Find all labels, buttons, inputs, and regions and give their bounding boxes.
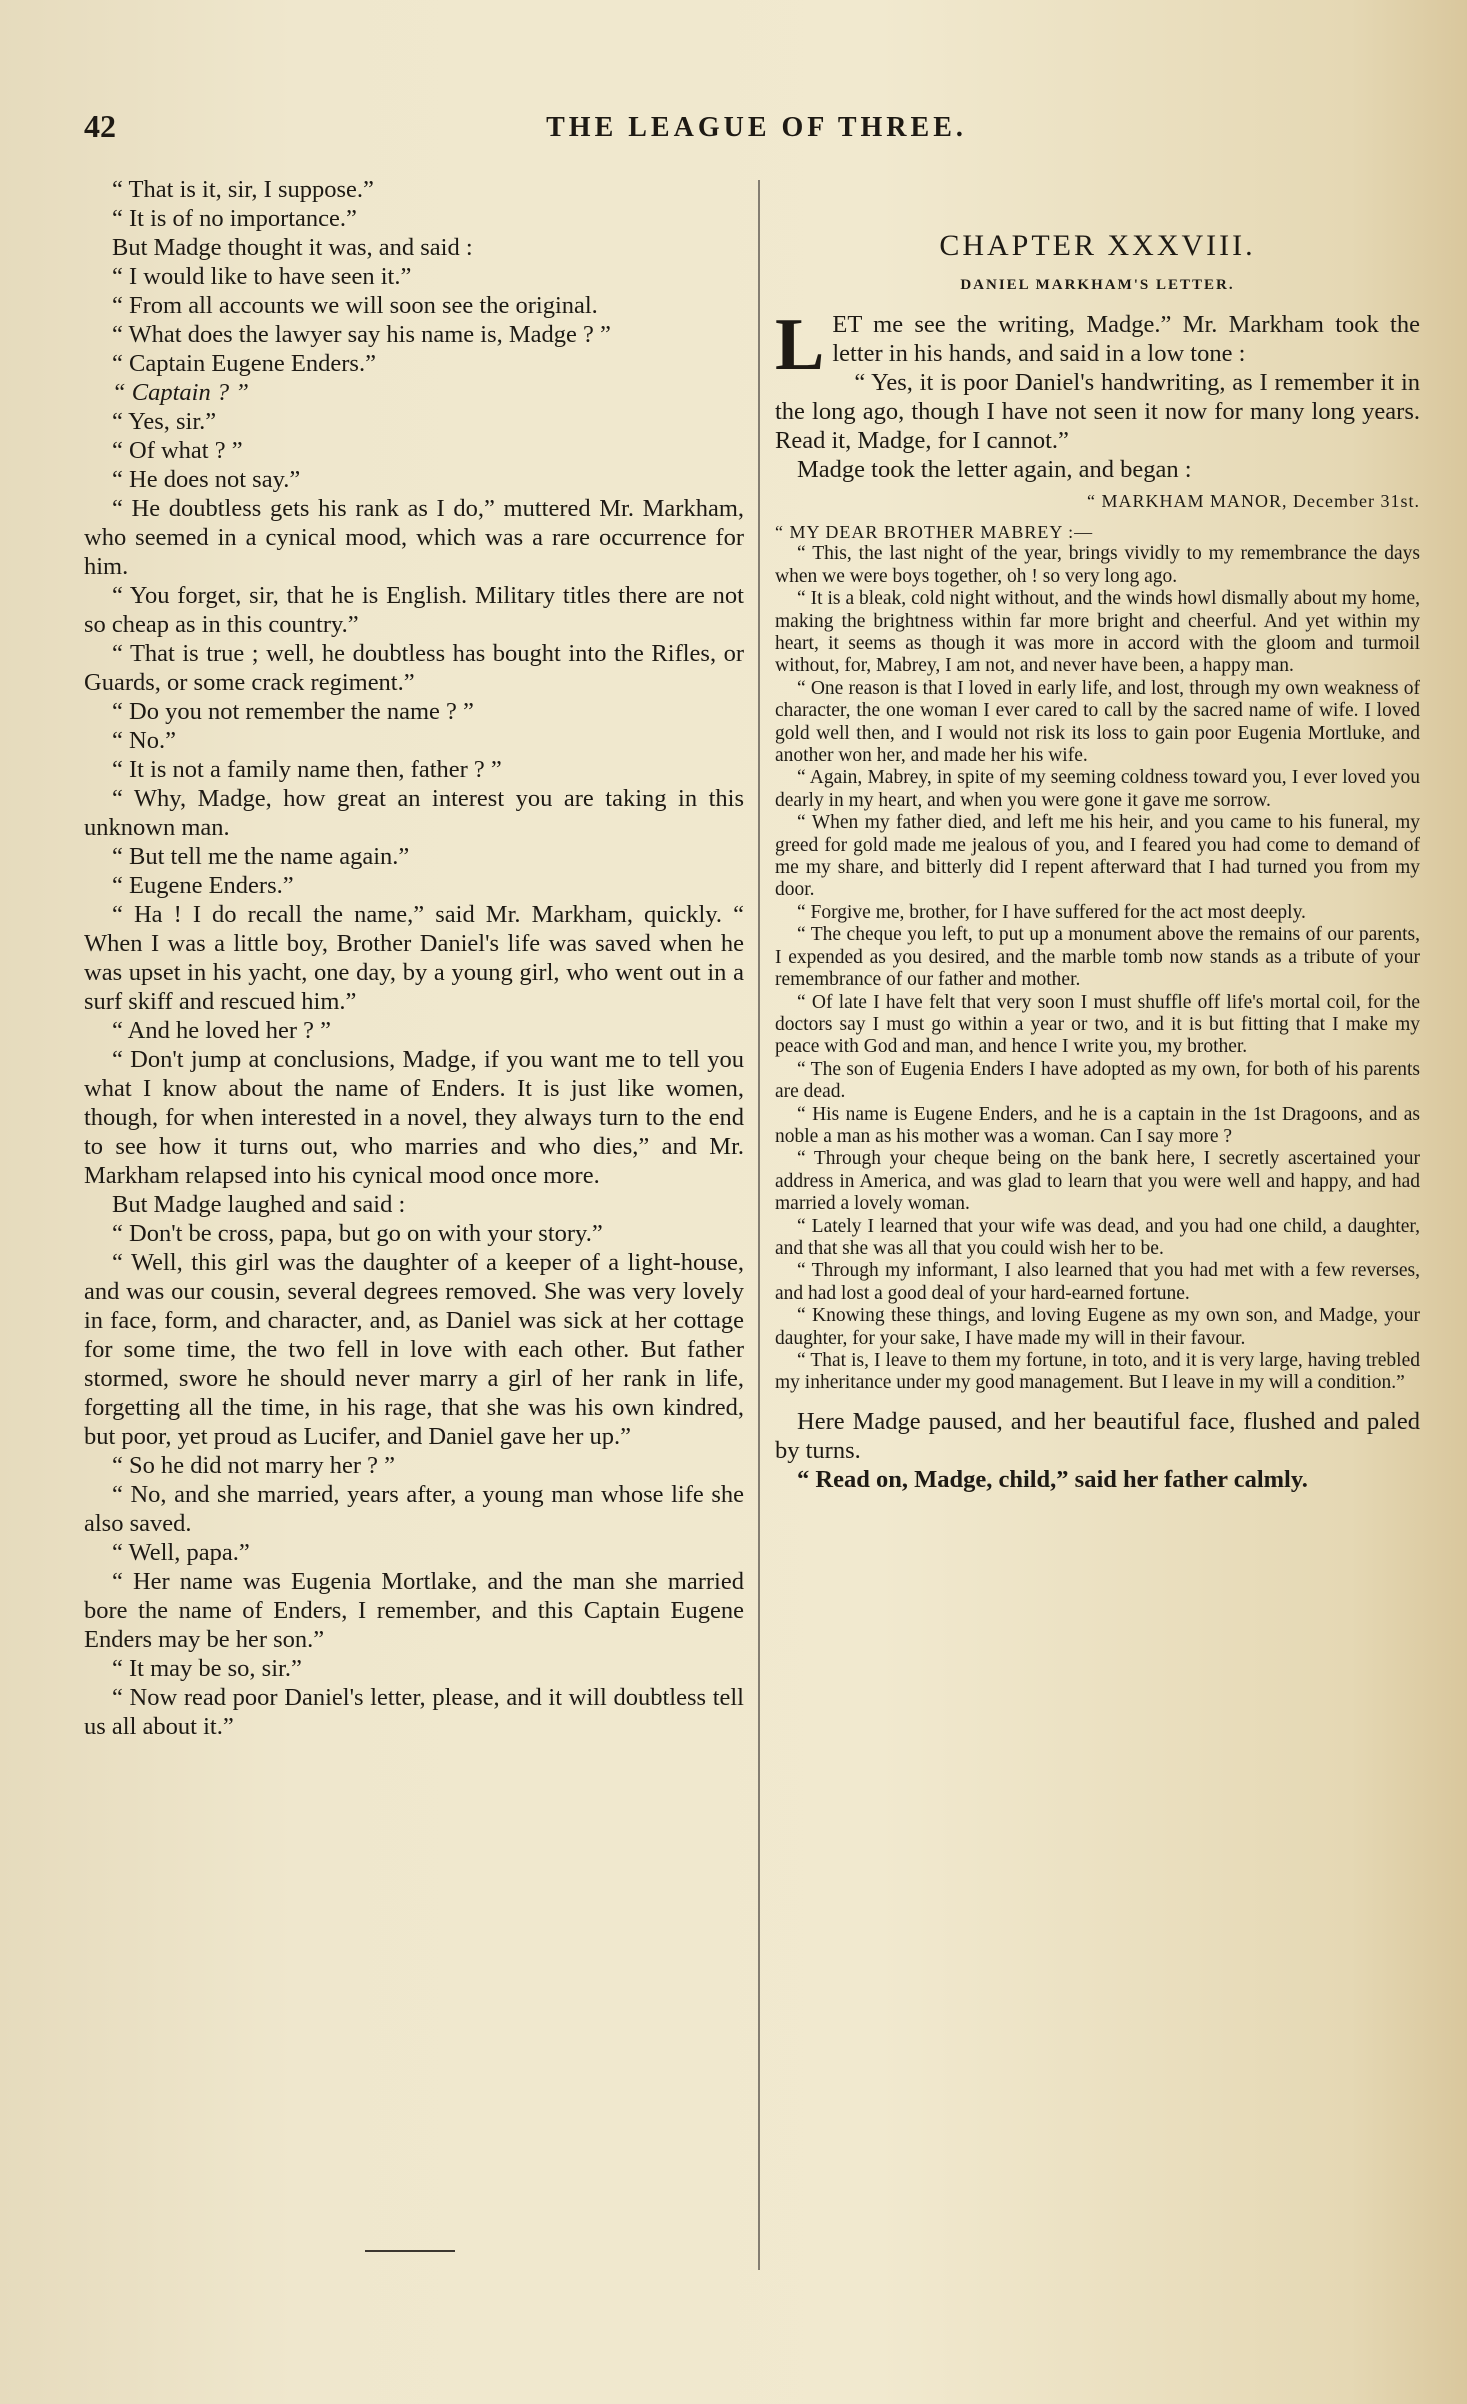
paragraph: “ What does the lawyer say his name is, Madge ? ” bbox=[112, 321, 611, 348]
opening-paragraph bbox=[775, 304, 1420, 387]
page-number: 42 bbox=[84, 108, 116, 144]
end-rule bbox=[365, 2250, 455, 2252]
letter-paragraph: “ One reason is that I loved in early life, and lost, through my own weakness of character, the one woman I ever cared to call by the sacred name of wife. I loved gold well then, and I would not risk its loss to gain poor Eugenia Mortluke, and another won her, and made her his wife. bbox=[775, 677, 1420, 767]
paragraph: “ Of what ? ” bbox=[112, 437, 243, 464]
paragraph: “ That is true ; well, he doubtless has bought into the Rifles, or Guards, or some crack regiment.” bbox=[84, 640, 744, 696]
letter-paragraph: “ His name is Eugene Enders, and he is a captain in the 1st Dragoons, and as noble a man as his mother was a woman. Can I say more ? bbox=[775, 1103, 1420, 1147]
paragraph: “ Well, papa.” bbox=[112, 1539, 250, 1566]
paragraph: “ No.” bbox=[112, 727, 176, 754]
letter-paragraph: “ When my father died, and left me his heir, and you came to his funeral, my greed for gold made me jealous of you, and I feared you had come to demand of me my share, and bitterly did I repent afterward that I had turned you from my door. bbox=[775, 812, 1420, 901]
letter-paragraph: “ Knowing these things, and loving Eugene as my own son, and Madge, your daughter, for your sake, I have made my will in their favour. bbox=[775, 1305, 1420, 1349]
paragraph: “ It may be so, sir.” bbox=[112, 1655, 302, 1682]
left-column bbox=[84, 175, 744, 1741]
opening-text: ET me see the writing, Madge.” Mr. Markham took the letter in his hands, and said in a low tone : bbox=[832, 311, 1420, 368]
paragraph: “ You forget, sir, that he is English. Military titles there are not so cheap as in this country.” bbox=[84, 582, 744, 638]
paragraph: Here Madge paused, and her beautiful face, flushed and paled by turns. bbox=[775, 1407, 1420, 1464]
letter-paragraph: “ Lately I learned that your wife was dead, and you had one child, a daughter, and that she was all that you could wish her to be. bbox=[775, 1215, 1420, 1259]
paragraph: “ Now read poor Daniel's letter, please, and it will doubtless tell us all about it.” bbox=[84, 1684, 744, 1740]
paragraph: “ Her name was Eugenia Mortlake, and the man she married bore the name of Enders, I remember, and this Captain Eugene Enders may be her son.” bbox=[84, 1568, 744, 1653]
paragraph: But Madge thought it was, and said : bbox=[112, 234, 473, 261]
paragraph: “ It is not a family name then, father ? ” bbox=[112, 756, 502, 783]
chapter-title: CHAPTER XXXVIII. bbox=[939, 229, 1256, 262]
letter-paragraph: “ Through my informant, I also learned that you had met with a few reverses, and had lost a good deal of your hard-earned fortune. bbox=[775, 1260, 1420, 1304]
paragraph: “ Why, Madge, how great an interest you are taking in this unknown man. bbox=[84, 785, 744, 841]
paragraph: “ So he did not marry her ? ” bbox=[112, 1452, 396, 1479]
paragraph: “ Don't be cross, papa, but go on with your story.” bbox=[112, 1220, 603, 1247]
paragraph: “ Read on, Madge, child,” said her father calmly. bbox=[797, 1465, 1308, 1493]
paragraph: “ That is it, sir, I suppose.” bbox=[112, 176, 374, 203]
chapter-subtitle: DANIEL MARKHAM'S LETTER. bbox=[960, 276, 1235, 293]
paragraph: “ But tell me the name again.” bbox=[112, 843, 410, 870]
letter-salutation: “ MY DEAR BROTHER MABREY :— bbox=[775, 521, 1094, 542]
paragraph: “ It is of no importance.” bbox=[112, 205, 357, 232]
paragraph: “ Do you not remember the name ? ” bbox=[112, 698, 474, 725]
paragraph: “ No, and she married, years after, a young man whose life she also saved. bbox=[84, 1481, 744, 1537]
paragraph: “ From all accounts we will soon see the original. bbox=[112, 292, 598, 319]
paragraph: But Madge laughed and said : bbox=[112, 1191, 406, 1218]
paragraph: “ Yes, sir.” bbox=[112, 408, 217, 435]
letter-paragraph: “ This, the last night of the year, brings vividly to my remembrance the days when we were boys together, oh ! so very long ago. bbox=[775, 543, 1420, 587]
letter-paragraph: “ That is, I leave to them my fortune, in toto, and it is very large, having trebled my inheritance under my good management. But I leave in my will a condition.” bbox=[775, 1350, 1420, 1394]
running-title: THE LEAGUE OF THREE. bbox=[546, 112, 967, 143]
paragraph: “ Ha ! I do recall the name,” said Mr. Markham, quickly. “ When I was a little boy, Brother Daniel's life was saved when he was upset in his yacht, one day, by a young girl, who went out in a surf skiff and rescued him.” bbox=[84, 901, 744, 1015]
letter-paragraph: “ Through your cheque being on the bank here, I secretly ascertained your address in America, and was glad to learn that you were well and happy, and had married a lovely woman. bbox=[775, 1148, 1420, 1215]
drop-cap: L bbox=[775, 304, 825, 387]
column-divider bbox=[758, 180, 760, 2270]
paragraph: “ Yes, it is poor Daniel's handwriting, as I remember it in the long ago, though I have not seen it now for many long years. Read it, Madge, for I cannot.” bbox=[775, 369, 1420, 455]
paragraph: “ Captain Eugene Enders.” bbox=[112, 350, 376, 377]
letter-paragraph: “ It is a bleak, cold night without, and the winds howl dismally about my home, making the brightness within far more bright and cheerful. And yet within my heart, it seems as though it was more in accord with the gloom and turmoil without, for, Mabrey, I am not, and never have been, a happy man. bbox=[775, 588, 1420, 677]
paragraph: “ Eugene Enders.” bbox=[112, 872, 294, 899]
paragraph: Madge took the letter again, and began : bbox=[797, 456, 1192, 484]
page-header bbox=[84, 108, 1429, 148]
paragraph: “ And he loved her ? ” bbox=[112, 1017, 332, 1044]
paragraph: “ Captain ? ” bbox=[112, 379, 249, 406]
letter-paragraph: “ Again, Mabrey, in spite of my seeming coldness toward you, I ever loved you dearly in my heart, and when you were gone it gave me sorrow. bbox=[775, 767, 1420, 811]
letter-body bbox=[775, 543, 1420, 1394]
paragraph: “ He does not say.” bbox=[112, 466, 301, 493]
letter-dateline: “ MARKHAM MANOR, December 31st. bbox=[1087, 491, 1420, 512]
letter-paragraph: “ The cheque you left, to put up a monument above the remains of our parents, I expended as you desired, and the marble tomb now stands as a tribute of your remembrance of our father and mother. bbox=[775, 924, 1420, 991]
paragraph: “ Well, this girl was the daughter of a keeper of a light-house, and was our cousin, several degrees removed. She was very lovely in face, form, and character, and, as Daniel was sick at her cottage for some time, the two fell in love with each other. But father stormed, swore he should never marry a girl of her rank in life, forgetting all the time, in his rage, that she was his own kindred, but poor, yet proud as Lucifer, and Daniel gave her up.” bbox=[84, 1249, 744, 1450]
letter-paragraph: “ Of late I have felt that very soon I must shuffle off life's mortal coil, for the doctors say I must go within a year or two, and it is but fitting that I make my peace with God and man, and hence I write you, my brother. bbox=[775, 991, 1420, 1058]
letter-paragraph: “ Forgive me, brother, for I have suffered for the act most deeply. bbox=[797, 901, 1306, 923]
paragraph: “ Don't jump at conclusions, Madge, if you want me to tell you what I know about the name of Enders. It is just like women, though, for when interested in a novel, they always turn to the end to see how it turns out, who marries and who dies,” and Mr. Markham relapsed into his cynical mood once more. bbox=[84, 1046, 744, 1189]
paragraph: “ I would like to have seen it.” bbox=[112, 263, 412, 290]
right-column bbox=[775, 175, 1420, 1494]
letter-paragraph: “ The son of Eugenia Enders I have adopted as my own, for both of his parents are dead. bbox=[775, 1058, 1420, 1103]
paragraph: “ He doubtless gets his rank as I do,” muttered Mr. Markham, who seemed in a cynical mood, which was a rare occurrence for him. bbox=[84, 495, 744, 580]
